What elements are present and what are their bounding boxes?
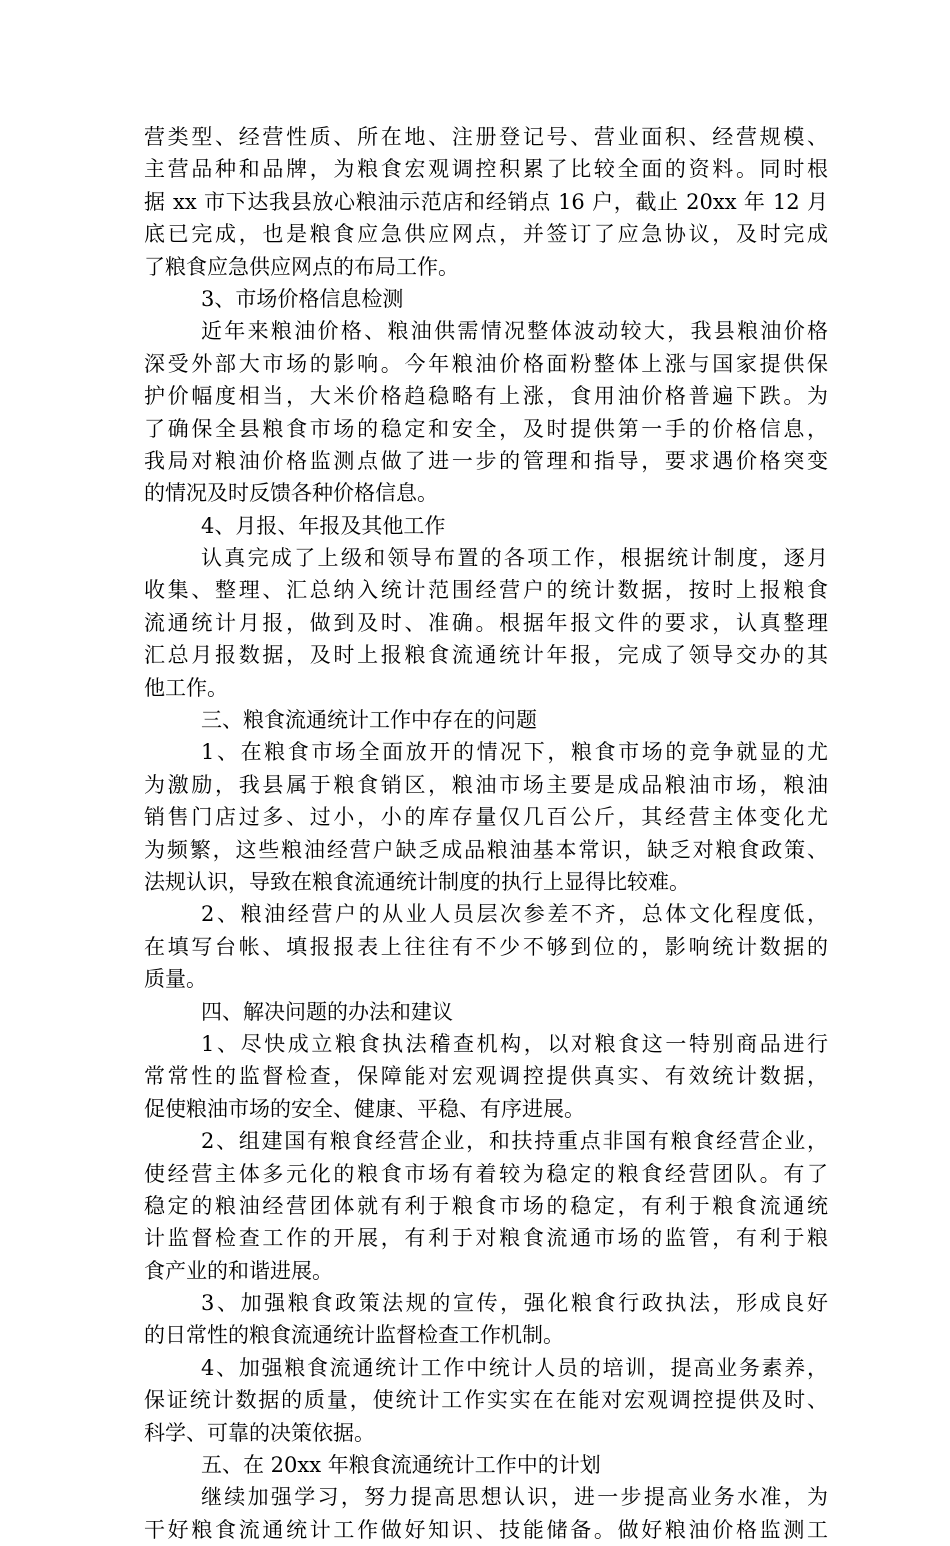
document-line: 四、解决问题的办法和建议 [201, 999, 453, 1024]
document-line: 4、月报、年报及其他工作 [201, 513, 446, 538]
document-line: 主营品种和品牌，为粮食宏观调控积累了比较全面的资料。同时根 [144, 157, 828, 182]
document-line: 4、加强粮食流通统计工作中统计人员的培训，提高业务素养， [201, 1355, 828, 1380]
document-line: 他工作。 [144, 675, 228, 700]
document-line: 常常性的监督检查，保障能对宏观调控提供真实、有效统计数据， [144, 1064, 828, 1089]
document-line: 收集、整理、汇总纳入统计范围经营户的统计数据，按时上报粮食 [144, 578, 828, 603]
document-line: 3、市场价格信息检测 [201, 286, 404, 311]
document-line: 我局对粮油价格监测点做了进一步的管理和指导，要求遇价格突变 [144, 448, 828, 473]
document-line: 法规认识，导致在粮食流通统计制度的执行上显得比较难。 [144, 869, 690, 894]
document-line: 底已完成，也是粮食应急供应网点，并签订了应急协议，及时完成 [144, 222, 828, 247]
document-line: 使经营主体多元化的粮食市场有着较为稳定的粮食经营团队。有了 [144, 1161, 828, 1186]
document-line: 营类型、经营性质、所在地、注册登记号、营业面积、经营规模、 [144, 125, 828, 149]
document-line: 1、尽快成立粮食执法稽查机构，以对粮食这一特别商品进行 [201, 1031, 828, 1056]
document-line: 科学、可靠的决策依据。 [144, 1420, 375, 1445]
document-line: 计监督检查工作的开展，有利于对粮食流通市场的监管，有利于粮 [144, 1226, 828, 1251]
document-line: 为激励，我县属于粮食销区，粮油市场主要是成品粮油市场，粮油 [144, 772, 828, 797]
document-line: 为频繁，这些粮油经营户缺乏成品粮油基本常识，缺乏对粮食政策、 [144, 837, 828, 862]
document-line: 2、组建国有粮食经营企业，和扶持重点非国有粮食经营企业， [201, 1129, 828, 1154]
document-line: 稳定的粮油经营团体就有利于粮食市场的稳定，有利于粮食流通统 [144, 1193, 828, 1218]
document-body [144, 121, 828, 1546]
document-line: 食产业的和谐进展。 [144, 1258, 333, 1283]
document-line: 的情况及时反馈各种价格信息。 [144, 481, 438, 506]
document-line: 3、加强粮食政策法规的宣传，强化粮食行政执法，形成良好 [201, 1291, 828, 1316]
document-line: 保证统计数据的质量，使统计工作实实在在能对宏观调控提供及时、 [144, 1388, 828, 1413]
document-line: 护价幅度相当，大米价格趋稳略有上涨，食用油价格普遍下跌。为 [144, 384, 828, 409]
document-line: 促使粮油市场的安全、健康、平稳、有序进展。 [144, 1096, 585, 1121]
document-line: 深受外部大市场的影响。今年粮油价格面粉整体上涨与国家提供保 [144, 351, 828, 376]
document-line: 流通统计月报，做到及时、准确。根据年报文件的要求，认真整理 [144, 610, 828, 635]
document-line: 继续加强学习，努力提高思想认识，进一步提高业务水准，为 [201, 1485, 828, 1510]
document-line: 近年来粮油价格、粮油供需情况整体波动较大，我县粮油价格 [201, 319, 828, 344]
document-line: 五、在 20xx 年粮食流通统计工作中的计划 [201, 1453, 601, 1478]
document-line: 的日常性的粮食流通统计监督检查工作机制。 [144, 1323, 564, 1348]
document-line: 三、粮食流通统计工作中存在的问题 [201, 708, 537, 733]
document-line: 了粮食应急供应网点的布局工作。 [144, 254, 459, 279]
document-line: 在填写台帐、填报报表上往往有不少不够到位的，影响统计数据的 [144, 934, 828, 959]
document-line: 了确保全县粮食市场的稳定和安全，及时提供第一手的价格信息， [144, 416, 828, 441]
document-line: 2、粮油经营户的从业人员层次参差不齐，总体文化程度低， [201, 902, 828, 927]
document-line: 认真完成了上级和领导布置的各项工作，根据统计制度，逐月 [201, 546, 828, 571]
document-line: 汇总月报数据，及时上报粮食流通统计年报，完成了领导交办的其 [144, 643, 828, 668]
document-line: 据 xx 市下达我县放心粮油示范店和经销点 16 户，截止 20xx 年 12 月 [144, 189, 828, 214]
document-line: 销售门店过多、过小，小的库存量仅几百公斤，其经营主体变化尤 [144, 805, 828, 830]
document-line: 干好粮食流通统计工作做好知识、技能储备。做好粮油价格监测工 [144, 1517, 828, 1542]
document-line: 1、在粮食市场全面放开的情况下，粮食市场的竞争就显的尤 [201, 740, 828, 765]
document-line: 质量。 [144, 967, 207, 992]
